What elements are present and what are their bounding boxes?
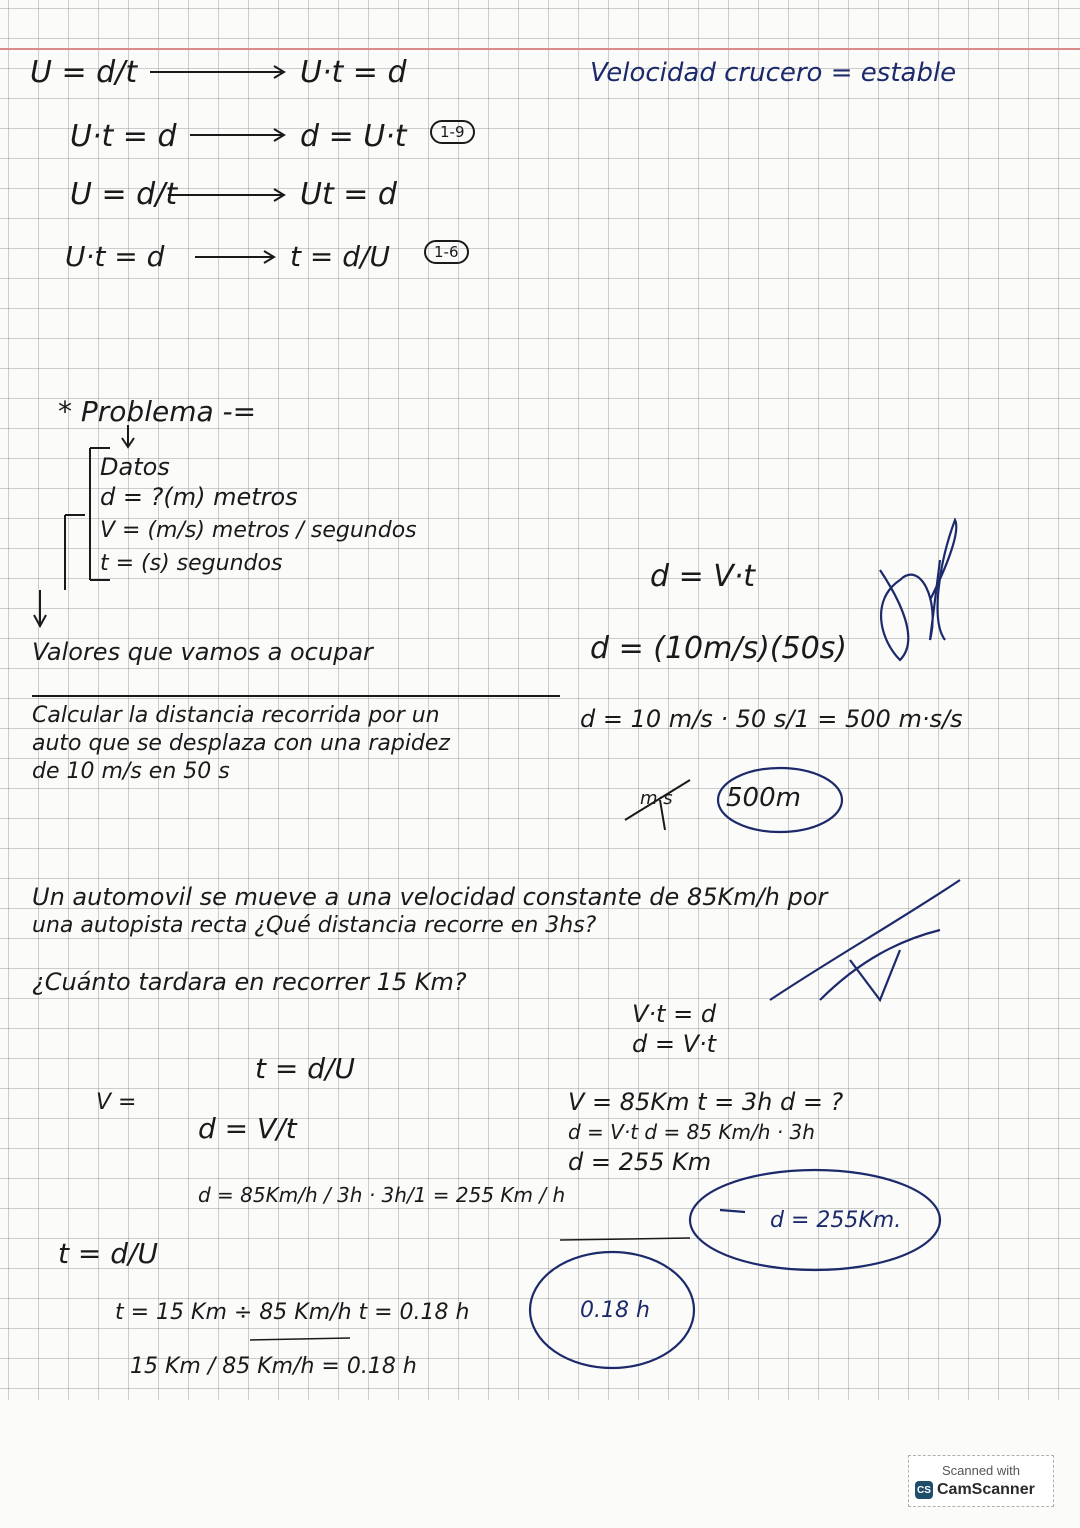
eq-d-vt: d = V·t <box>650 559 756 594</box>
formula-3-left: U = d/t <box>70 177 178 212</box>
p2-t-calc: t = 15 Km ÷ 85 Km/h t = 0.18 h <box>115 1300 470 1325</box>
datos-d: d = ?(m) metros <box>100 483 298 511</box>
formula-2-right: d = U·t <box>300 119 407 154</box>
formula-4-left: U·t = d <box>65 240 165 273</box>
red-margin-line <box>0 48 1080 50</box>
eq-calc: d = 10 m/s · 50 s/1 = 500 m·s/s <box>580 705 963 733</box>
scanned-with-label: Scanned with <box>941 1463 1021 1478</box>
p2-statement-2: una autopista recta ¿Qué distancia recorre en 3hs? <box>32 913 597 938</box>
formula-3-right: Ut = d <box>300 177 397 212</box>
p2-sub1: d = V·t d = 85 Km/h · 3h <box>568 1120 815 1144</box>
heading-velocidad: Velocidad crucero = estable <box>590 58 957 88</box>
units-note: m·s <box>640 788 673 809</box>
p2-sub2: d = 255 Km <box>568 1148 712 1176</box>
camscanner-watermark <box>908 1455 1054 1507</box>
p2-given: V = 85Km t = 3h d = ? <box>568 1088 844 1116</box>
p2-eq-b: d = V·t <box>632 1030 717 1058</box>
eq-substitution: d = (10m/s)(50s) <box>590 631 848 666</box>
p2-statement-3: ¿Cuánto tardara en recorrer 15 Km? <box>32 968 467 996</box>
formula-1-left: U = d/t <box>30 55 138 90</box>
formula-4-right: t = d/U <box>290 240 390 273</box>
problem-title: * Problema -= <box>58 395 257 428</box>
formula-2-badge: 1-9 <box>430 120 475 144</box>
p2-left-d1: d = V/t <box>198 1112 297 1145</box>
camscanner-logo-icon: CS <box>915 1481 933 1499</box>
datos-title: Datos <box>100 453 170 481</box>
datos-t: t = (s) segundos <box>100 551 283 576</box>
statement-1: Calcular la distancia recorrida por un <box>32 703 440 728</box>
p2-t-calc2: 15 Km / 85 Km/h = 0.18 h <box>130 1354 417 1379</box>
p2-left-t: t = d/U <box>255 1052 355 1085</box>
formula-2-left: U·t = d <box>70 119 177 154</box>
p2-left-d2: d = 85Km/h / 3h · 3h/1 = 255 Km / h <box>198 1183 566 1207</box>
p2-left-v: V = <box>96 1090 137 1115</box>
answer-500m: 500m <box>726 783 801 813</box>
valores-label: Valores que vamos a ocupar <box>32 638 373 666</box>
p2-statement-1: Un automovil se mueve a una velocidad constante de 85Km/h por <box>32 883 828 911</box>
statement-3: de 10 m/s en 50 s <box>32 759 230 784</box>
formula-4-badge: 1-6 <box>424 240 469 264</box>
p2-eq-a: V·t = d <box>632 1000 717 1028</box>
datos-v: V = (m/s) metros / segundos <box>100 518 417 543</box>
statement-2: auto que se desplaza con una rapidez <box>32 731 450 756</box>
formula-1-right: U·t = d <box>300 55 407 90</box>
camscanner-brand-name: CamScanner <box>937 1481 1035 1498</box>
p2-left-t2: t = d/U <box>58 1237 158 1270</box>
camscanner-brand-row <box>915 1481 1035 1499</box>
p2-answer-t: 0.18 h <box>580 1298 650 1323</box>
p2-answer-d: d = 255Km. <box>770 1208 902 1233</box>
